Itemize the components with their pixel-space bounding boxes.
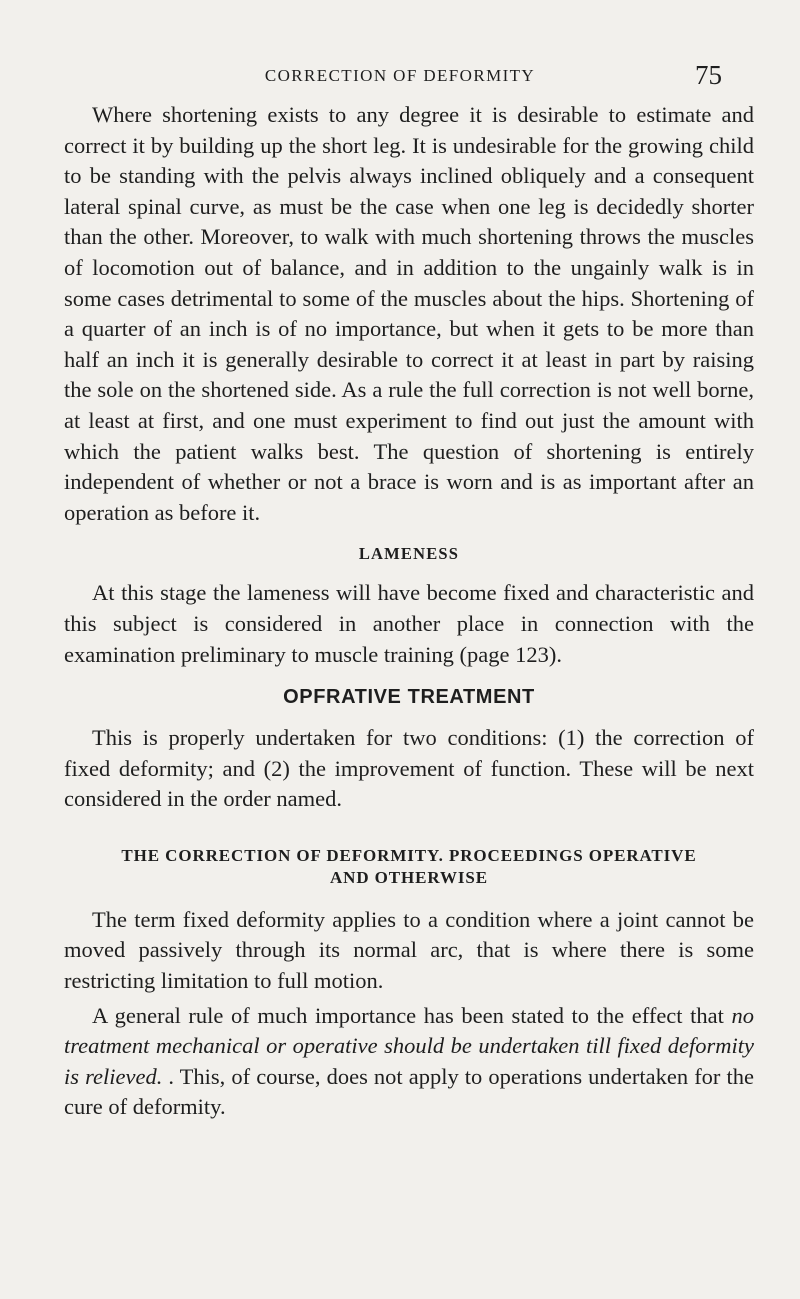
running-title: CORRECTION OF DEFORMITY xyxy=(264,66,536,85)
heading-correction-of-deformity xyxy=(64,845,754,889)
paragraph-operative: This is properly undertaken for two conditions: (1) the correction of fixed deformity; and (2) the improvement of function. These will be next considered in the order named. xyxy=(64,725,754,812)
paragraph-general-rule xyxy=(64,1001,754,1123)
body-text xyxy=(64,100,754,1123)
heading-operative-treatment: OPFRATIVE TREATMENT xyxy=(283,686,535,709)
paragraph-fixed-deformity: The term fixed deformity applies to a condition where a joint cannot be moved passively through its normal arc, that is where there is some restricting limitation to full motion. xyxy=(64,906,754,994)
page-number: 75 xyxy=(695,60,722,90)
running-header xyxy=(0,60,800,90)
heading-correction-line-2: AND OTHERWISE xyxy=(330,867,488,887)
general-rule-italic: no treatment mechanical or operative should be undertaken till fixed deformity is relieved. xyxy=(64,1002,754,1089)
paragraph-lameness: At this stage the lameness will have become fixed and characteristic and this subject is considered in another place in connection with the examination preliminary to muscle training (page 123). xyxy=(64,580,754,667)
general-rule-text-start: A general rule of much importance has been stated to the effect that xyxy=(92,1002,732,1028)
heading-correction-line-1: THE CORRECTION OF DEFORMITY. PROCEEDINGS OPERATIVE xyxy=(121,845,697,865)
general-rule-text-end: . This, of course, does not apply to operations undertaken for the cure of deformity. xyxy=(64,1063,754,1120)
paragraph-shortening: Where shortening exists to any degree it is desirable to estimate and correct it by building up the short leg. It is undesirable for the growing child to be standing with the pelvis always inclined obliquely and a consequent lateral spinal curve, as must be the case when one leg is decidedly shorter than the other. Moreover, to walk with much shortening throws the muscles of locomotion out of balance, and in addition to the ungainly walk is in some cases detrimental to some of the muscles about the hips. Shortening of a quarter of an inch is of no importance, but when it gets to be more than half an inch it is generally desirable to correct it at least in part by raising the sole on the shortened side. As a rule the full correction is not well borne, at least at first, and one must experiment to find out just the amount with which the patient walks best. The question of shortening is entirely independent of whether or not a brace is worn and is as important after an operation as before it. xyxy=(64,102,754,525)
heading-lameness: LAMENESS xyxy=(358,544,460,564)
